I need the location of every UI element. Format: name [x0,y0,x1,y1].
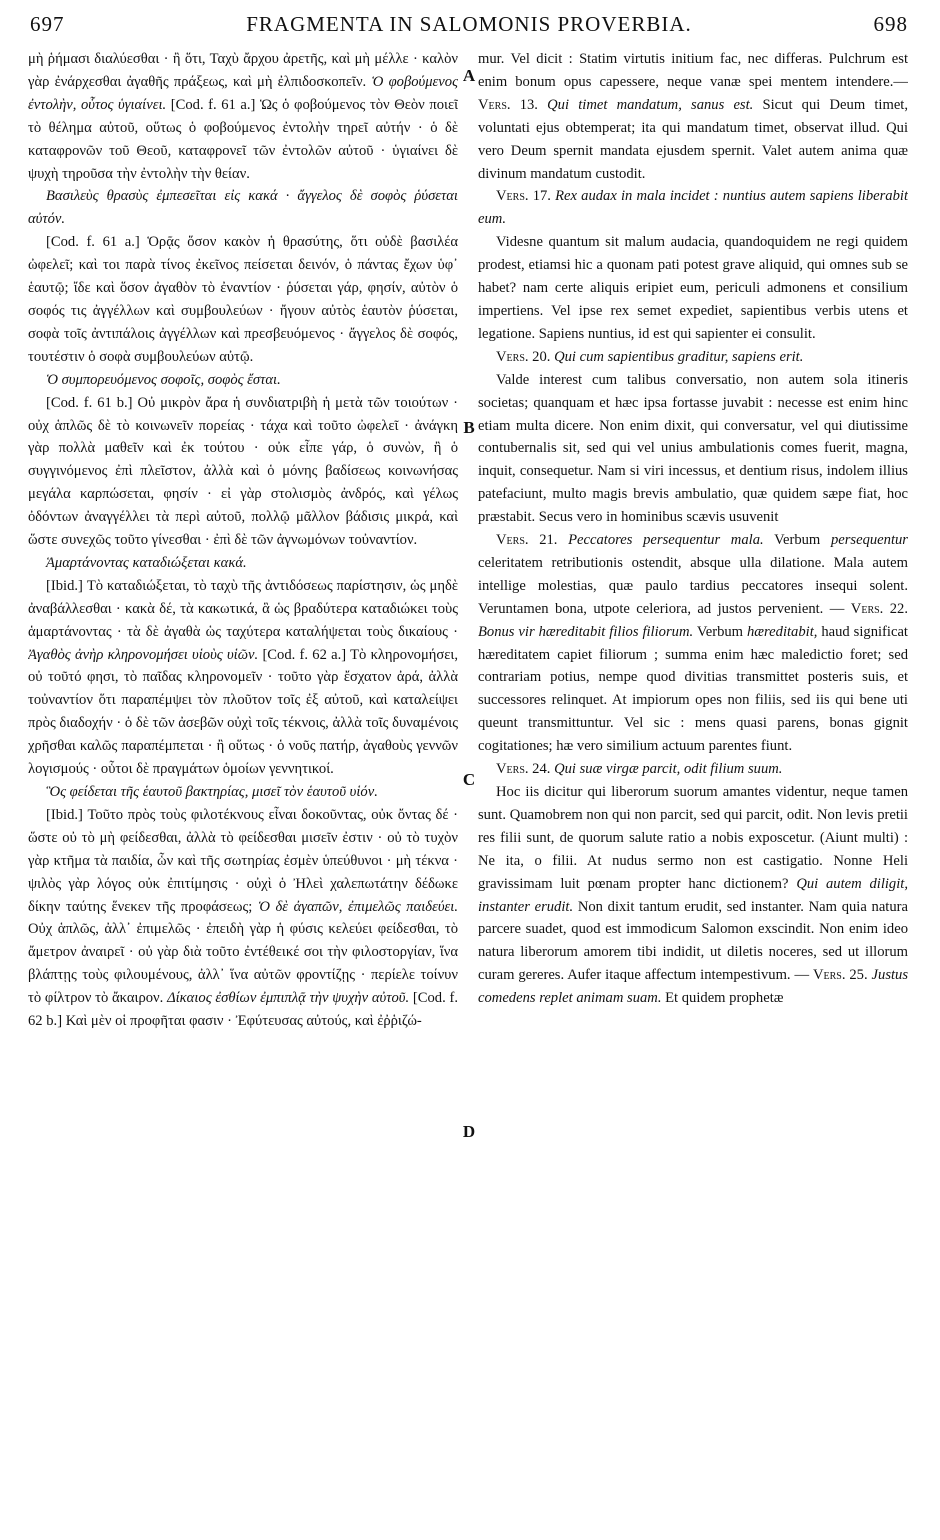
scripture-quote: hæreditabit, [747,623,818,640]
latin-lemma [478,346,908,369]
greek-paragraph: [Ibid.] Τοῦτο πρὸς τοὺς φιλοτέκνους εἶναι δοκοῦντας, οὐκ ὄντας δέ · ὥστε οὐ τὸ μὴ φείδεσθαι, ἀλλὰ τὸ φείδεσθαι μισεῖν ἐστιν · οὐ τὸ τυχὸν γὰρ κτῆμα τὰ παιδία, ὧν καὶ τῆς σωτηρίας ἐσμὲν ὑπεύθυνοι · μὴ τέκνα · ψιλὸς γὰρ λόγος οὐκ ἐπιτίμησις · οὐχὶ ὁ Ἠλεὶ χαλεπωτάτην δέδωκε δίκην ταύτης ἕνεκεν τῆς προφάσεως; Ὁ δὲ ἀγαπῶν, ἐπιμελῶς παιδεύει. Οὐχ ἁπλῶς, ἀλλ᾽ ἐπιμελῶς · ἐπειδὴ γὰρ ἡ φύσις κελεύει φείδεσθαι, τὸ ἄμετρον ἀναιρεῖ · οὐ γὰρ διὰ τοῦτο ἐντέθεικέ σοι τὴν φιλοστοργίαν, ἵνα βλάπτῃς τοὺς φιλουμένους, ἀλλ᾽ ἵνα αὐτῶν φροντίζῃς · περίελε τοίνυν τὸ φίλτρον τὸ ἄκαιρον. Δίκαιος ἐσθίων ἐμπιπλᾷ τὴν ψυχὴν αὐτοῦ. [Cod. f. 62 b.] Καὶ μὲν οἱ προφῆται φασιν · Ἐφύτευσας αὐτούς, καὶ ἐῤῥιζώ- [28,806,458,1030]
scripture-quote: Rex audax in mala incidet : nuntius autem sapiens liberabit eum. [478,188,908,228]
verse-reference: Vers. 25. [812,967,868,984]
scripture-quote: Qui cum sapientibus graditur, sapiens erit. [554,348,804,365]
scripture-quote: persequentur [830,532,908,549]
scripture-quote: Δίκαιος ἐσθίων ἐμπιπλᾷ τὴν ψυχὴν αὐτοῦ. [167,990,410,1007]
page-number-left: 697 [30,12,65,36]
margin-marker-b: B [463,418,475,437]
scripture-quote: Qui autem diligit, instanter erudit. [478,875,908,915]
latin-paragraph: Vers. 21. Peccatores persequentur mala. Verbum persequentur celeritatem retributionis ostendit, absque ulla dilatione. Mala autem intellige molestias, quæ paulo tardius peccatores insequi solent. Veruntamen bona, utpote celeriora, ad justos pervenient. — Vers. 22. Bonus vir hæreditabit filios filiorum. Verbum hæreditabit, haud significat hæreditatem capiet filiorum ; summa enim hæc maledictio foret; sed contrariam potius, nempe quod divitias transmittet posteris suis, et successores relinquet. At impiorum opes non filiis, sed iis qui bene uti queunt transmittuntur. Vel sic : mens quasi parens, bonas gignit cogitationes; hæ vero similium actuum parentes fiunt. [478,532,908,755]
verse-reference: Vers. 22. [850,600,908,617]
greek-paragraph: [Cod. f. 61 a.] Ὁρᾷς ὅσον κακὸν ἡ θρασύτης, ὅτι οὐδὲ βασιλέα ὠφελεῖ; καὶ τοι παρὰ τίνος ἐκεῖνος πείσεται δεινόν, ὁ πάντας ἔχων ὑφ᾽ ἑαυτῷ; ἴδε καὶ ὅσον ἀγαθὸν τὸ ἐναντίον · ῥύσεται γάρ, φησίν, αὐτὸν ὁ σοφός τις ἀγγέλλων καὶ συμβουλεύων · ἤγουν αὐτὸς ἑαυτὸν ῥύσεται, σοφὰ τοῖς ἀντιπάλοις ἀγγέλλων καὶ πρεσβευόμενος · ἄγγελος δὲ σοφός, τουτέστιν ὁ σοφὰ συμβουλεύων αὐτῷ. [28,234,458,365]
verse-reference: Vers. 24. [496,761,551,778]
greek-paragraph: [Ibid.] Τὸ καταδιώξεται, τὸ ταχὺ τῆς ἀντιδόσεως παρίστησιν, ὡς μηδὲ ἀναβάλλεσθαι · κακὰ δέ, τὰ κακωτικά, ἃ ὡς βραδύτερα καταδιώκει τοὺς ἁμαρτάνοντας · τὰ δὲ ἀγαθὰ ὡς ταχύτερα καταλήψεται τοὺς δικαίους · Ἀγαθὸς ἀνὴρ κληρονομήσει υἱοὺς υἱῶν. [Cod. f. 62 a.] Τὸ κληρονομήσει, οὐ τοῦτό φησι, τὸ παῖδας κληρονομεῖν · τοῦτο γὰρ ἔσχατον ἀρά, ἀλλὰ τοὐναντίον ὅτι παραπέμψει τὸν πλοῦτον τοῖς ἐξ αὐτοῦ, καὶ καταλείψει πρὸς διαδοχήν · ὁ δὲ τῶν ἀσεβῶν οὐχὶ τοῖς τέκνοις, ἀλλὰ τοῖς δυναμένοις χρῆσθαι καλῶς παραπέμπεται · ἢ οὕτως · ὁ νοῦς πατήρ, ἀγαθοὺς γεννῶν λογισμούς · οὗτοι δὲ πραγμάτων ὁμοίων γεννητικοί. [28,577,458,778]
scripture-lemma: Ἁμαρτάνοντας καταδιώξεται κακά. [46,554,247,571]
scripture-quote: Qui timet mandatum, sanus est. [547,96,754,113]
scripture-quote: Ἀγαθὸς ἀνὴρ κληρονομήσει υἱοὺς υἱῶν. [28,646,259,663]
page-number-right: 698 [873,12,908,36]
verse-reference: Vers. 20. [496,348,551,365]
greek-paragraph: [Cod. f. 61 b.] Οὐ μικρὸν ἄρα ἡ συνδιατριβὴ ἡ μετὰ τῶν τοιούτων · οὐχ ἁπλῶς δὲ τὸ κοινωνεῖν πορείας · τάχα καὶ τοῦτο ὠφελεῖ · ἀνάγκη γὰρ πολλὰ μαθεῖν καὶ ἐκ τούτου · οὐκ εἶπε γάρ, ὁ συνὼν, ἢ ὁ συγγινόμενος ἐπὶ πλεῖστον, ἀλλὰ καὶ ὁ μόνης βαδίσεως κοινωνήσας μεγάλα καρπώσεται, φησίν · εἰ γὰρ στολισμὸς ἀνδρός, καὶ γέλως ὀδόντων ἀναγγέλλει τὰ περὶ αὐτοῦ, πολλῷ μᾶλλον βάδισις μικρά, καὶ ὥστε συνεχῶς τοῦτο γίνεσθαι · ἐπὶ δὲ τῶν ἀγνωμόνων τοὐναντίον. [28,394,458,549]
verse-reference: Vers. 17. [496,188,551,205]
latin-paragraph: Hoc iis dicitur qui liberorum suorum amantes videntur, neque tamen sunt. Quamobrem non qui non parcit, sed qui parcit, odit. Non levis pretii res filii sunt, de quorum salute ratio a nobis exposcetur. (Aiunt multi) : Ne ita, o filii. At nudus sermo non est castigatio. Nonne Heli gravissimam luit pœnam propter hanc dictionem? Qui autem diligit, instanter erudit. Non dixit tantum erudit, sed instanter. Nam quia natura parcere suadet, quod est immodicum Salomon exscindit. Non enim ideo natura liberorum amorem tibi indidit, ut diletis noceres, sed ut illorum curam gereres. Aufer itaque affectum intempestivum. — Vers. 25. Justus comedens replet animam suam. Et quidem prophetæ [478,784,908,1007]
verse-reference: Vers. 21. [496,532,558,549]
scripture-lemma: Ὃς φείδεται τῆς ἑαυτοῦ βακτηρίας, μισεῖ τὸν ἑαυτοῦ υἱόν. [46,784,378,800]
running-header [30,12,908,44]
latin-paragraph: mur. Vel dicit : Statim virtutis initium fac, nec differas. Pulchrum est enim bonum opus capessere, neque vanæ spei mentem intendere.— Vers. 13. Qui timet mandatum, sanus est. Sicut qui Deum timet, voluntati ejus obtemperat; ita qui mandatum timet, observat illud. Qui vero Deum spernit mandata ejusdem spernit. Valet autem anima quæ divinum mandatum custodit. [478,51,908,182]
margin-marker-d: D [462,1122,476,1141]
latin-lemma [478,758,908,781]
margin-marker-a: A [462,66,476,85]
verse-reference: Vers. 13. [478,96,538,113]
scripture-quote: Qui suæ virgæ parcit, odit filium suum. [554,761,783,778]
scripture-quote: Justus comedens replet animam suam. [478,967,908,1007]
scripture-quote: Ὁ δὲ ἀγαπῶν, ἐπιμελῶς παιδεύει. [257,898,458,915]
latin-paragraph: Valde interest cum talibus conversatio, non autem sola itineris societas; quanquam et hæc ipsa fortasse juvabit : necesse est enim hinc etiam multa dicere. Non enim dixit, qui conversatur, vel qui diutissime contubernalis sit, sed qui vel unius ambulationis comes fuerit, magna, inquit, consequetur. Nam si viri incessus, et dentium risus, indolem illius patefaciunt, multo magis brevis ambulatio, quæ quidem sæpe fiat, hoc præstabit. Secus vero in hominibus scævis usuvenit [478,371,908,526]
latin-column [478,48,908,1528]
page-title: FRAGMENTA IN SALOMONIS PROVERBIA. [246,12,692,36]
greek-column [28,48,458,1528]
latin-lemma [478,185,908,231]
scripture-quote: Ὁ φοβούμενος ἐντολὴν, οὗτος ὑγιαίνει. [28,73,458,113]
greek-paragraph: μὴ ῥήμασι διαλύεσθαι · ἢ ὅτι, Ταχὺ ἄρχου ἀρετῆς, καὶ μὴ μέλλε · καλὸν γὰρ ἐνάρχεσθαι ἀγαθῆς πράξεως, καὶ μὴ ἐλπιδοσκοπεῖν. Ὁ φοβούμενος ἐντολὴν, οὗτος ὑγιαίνει. [Cod. f. 61 a.] Ὡς ὁ φοβούμενος τὸν Θεὸν ποιεῖ τὸ θέλημα αὐτοῦ, οὕτως ὁ φοβούμενος ἐντολὴν τηρεῖ αὐτήν · ὁ δὲ καταφρονῶν τοῦ Θεοῦ, καταφρονεῖ τῶν ἐντολῶν αὐτοῦ · ὑγιαίνει δὲ ψυχὴ τηροῦσα τὴν ἐντολὴν τὴν θείαν. [28,51,458,182]
scripture-quote: Bonus vir hæreditabit filios filiorum. [478,623,694,640]
scripture-lemma: Βασιλεὺς θρασὺς ἐμπεσεῖται εἰς κακά · ἄγγελος δὲ σοφὸς ῥύσεται αὐτόν. [28,188,458,228]
scripture-quote: Peccatores persequentur mala. [568,532,764,549]
margin-marker-c: C [462,770,476,789]
latin-paragraph: Videsne quantum sit malum audacia, quandoquidem ne regi quidem prodest, etiamsi hic a quonam pati potest grave aliquid, qui omnes sub se habet? nam certe aliquis eripiet eum, periculi admonens et consilium impertiens. Vel ipse rex semet expediet, sapientibus verbis utens et legatione. Sapiens nuntius, id est qui sapienter ei consulit. [478,234,908,342]
scripture-lemma: Ὁ συμπορευόμενος σοφοῖς, σοφὸς ἔσται. [46,371,281,388]
